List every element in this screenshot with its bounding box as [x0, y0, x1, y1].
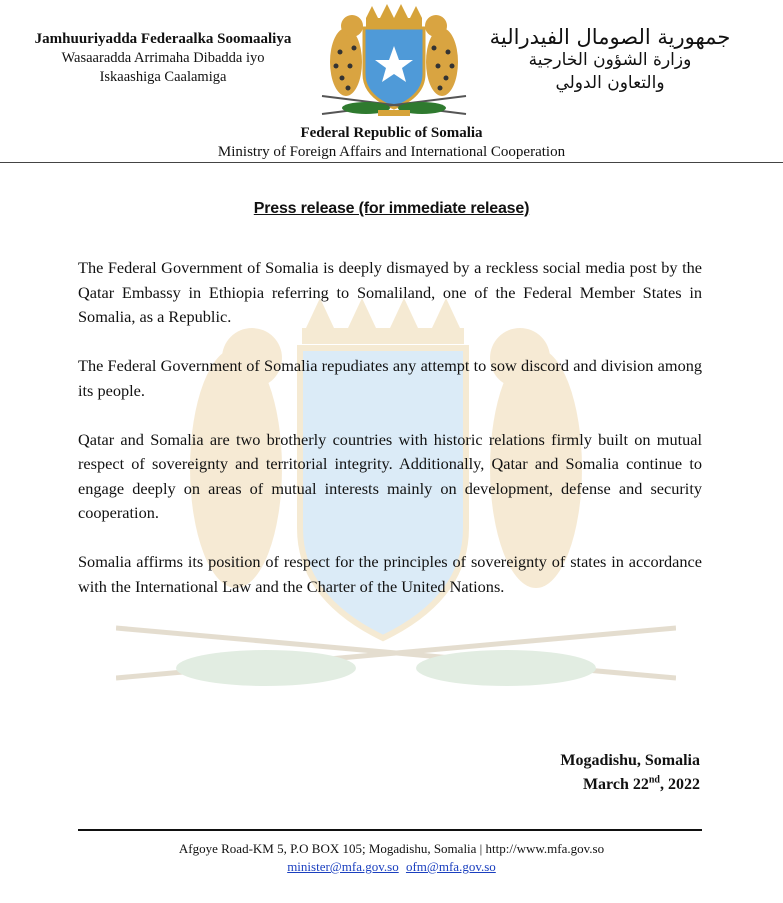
body-paragraph-1: The Federal Government of Somalia is deeply dismayed by a reckless social media post by the Qatar Embassy in Ethiopia referring to Somaliland, one of the Federal Member States in Somalia, as a Republic. [78, 258, 702, 326]
signoff-date [560, 773, 700, 797]
signoff-place: Mogadishu, Somalia [560, 752, 700, 769]
body-paragraph-3: Qatar and Somalia are two brotherly countries with historic relations firmly built on mutual respect of sovereignty and territorial integrity. Additionally, Qatar and Somalia continue to engage deeply on areas of mutual interests mainly on development, defense and security cooperation. [78, 429, 702, 522]
body-paragraph-2: The Federal Government of Somalia repudiates any attempt to sow discord and division among its people. [78, 356, 702, 400]
coat-of-arms-emblem [316, 4, 472, 124]
body-paragraph-4: Somalia affirms its position of respect for the principles of sovereignty of states in accordance with the International Law and the Charter of the United Nations. [78, 552, 702, 596]
ministry-name: Ministry of Foreign Affairs and International Cooperation [217, 144, 566, 160]
header-arabic-line-1: جمهورية الصومال الفيدرالية [489, 25, 731, 49]
header-arabic-line-3: والتعاون الدولي [555, 73, 665, 93]
header-arabic-block [455, 26, 765, 95]
header-somali-line-1: Jamhuuriyadda Federaalka Soomaaliya [34, 31, 292, 47]
right-leopard-icon [425, 15, 458, 96]
signoff-block [560, 749, 700, 797]
email-link-ofm[interactable]: ofm@mfa.gov.so [405, 859, 496, 874]
left-leopard-icon [330, 15, 363, 96]
email-link-minister[interactable]: minister@mfa.gov.so [287, 859, 399, 874]
footer-divider [78, 829, 702, 831]
signoff-date-year: , 2022 [660, 776, 700, 793]
letterhead-title [0, 124, 783, 162]
press-release-body [78, 256, 702, 624]
header-divider [0, 162, 783, 163]
footer [0, 840, 783, 876]
header-somali-block [0, 30, 326, 87]
watermark-spears-icon [116, 628, 676, 686]
header-arabic-line-2: وزارة الشؤون الخارجية [528, 50, 692, 70]
country-name: Federal Republic of Somalia [300, 125, 483, 141]
footer-address: Afgoye Road-KM 5, P.O BOX 105; Mogadishu, Somalia | http://www.mfa.gov.so [178, 841, 605, 856]
signoff-date-prefix: March 22 [582, 776, 649, 793]
header-somali-line-2: Wasaaradda Arrimaha Dibadda iyo [61, 50, 265, 66]
signoff-date-suffix: nd [648, 774, 660, 786]
footer-emails [0, 858, 783, 876]
press-release-heading: Press release (for immediate release) [253, 200, 530, 217]
crown-icon [366, 4, 422, 28]
header-somali-line-3: Iskaashiga Caalamiga [99, 69, 227, 85]
